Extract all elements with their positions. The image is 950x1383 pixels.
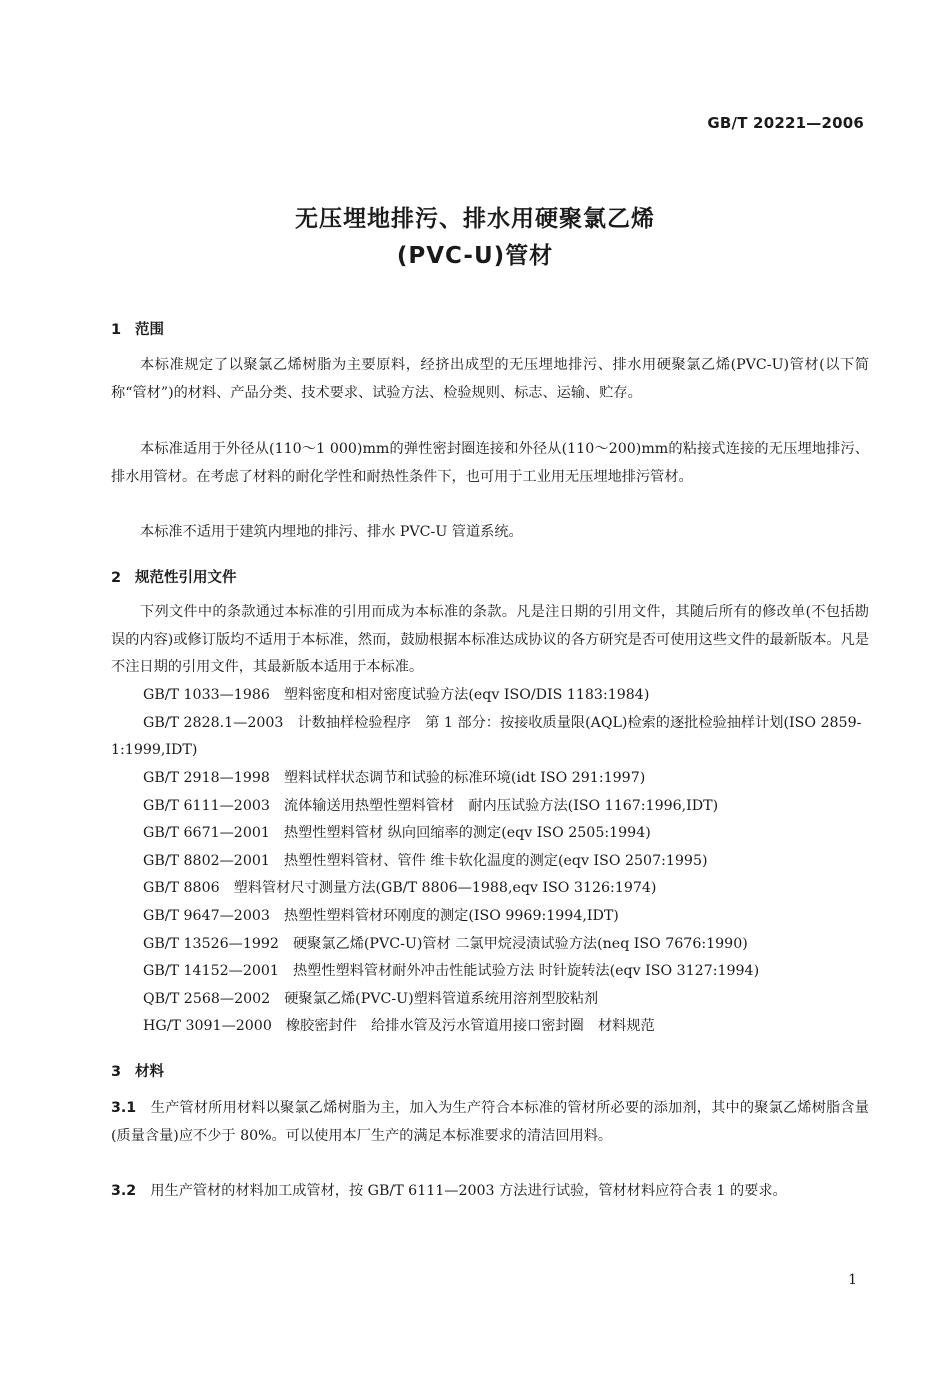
reference-item	[143, 931, 869, 958]
reference-item	[143, 1013, 869, 1040]
reference-item	[143, 765, 869, 792]
reference-code: GB/T 6671—2001	[143, 825, 270, 841]
reference-item	[143, 682, 869, 709]
paragraph: 本标准不适用于建筑内埋地的排污、排水 PVC-U 管道系统。	[140, 524, 523, 540]
reference-code: QB/T 2568—2002	[143, 991, 271, 1007]
section-title: 范围	[135, 322, 164, 338]
reference-title: 塑料管材尺寸测量方法(GB/T 8806—1988,eqv ISO 3126:1974)	[233, 880, 657, 896]
reference-title: 热塑性塑料管材 纵向回缩率的测定(eqv ISO 2505:1994)	[283, 825, 651, 841]
clause-number: 3.2	[111, 1183, 137, 1199]
section-number: 2	[111, 570, 122, 586]
reference-title: 橡胶密封件 给排水管及污水管道用接口密封圈 材料规范	[285, 1018, 655, 1034]
reference-code: GB/T 9647—2003	[143, 908, 270, 924]
reference-title: 计数抽样检验程序 第 1 部分：按接收质量限(AQL)检索的逐批检验抽样计划(ISO 2859-1:1999,IDT)	[111, 715, 862, 758]
section-3-heading	[111, 1060, 164, 1081]
title-line-2: (PVC-U)管材	[396, 243, 554, 269]
paragraph: 本标准适用于外径从(110～1 000)mm的弹性密封圈连接和外径从(110～200)mm的粘接式连接的无压埋地排污、排水用管材。在考虑了材料的耐化学性和耐热性条件下，也可用于工业用无压埋地排污管材。	[111, 441, 869, 485]
section-title: 材料	[135, 1064, 164, 1080]
paragraph: 本标准规定了以聚氯乙烯树脂为主要原料，经挤出成型的无压埋地排污、排水用硬聚氯乙烯(PVC-U)管材(以下简称“管材”)的材料、产品分类、技术要求、试验方法、检验规则、标志、运输、贮存。	[111, 357, 869, 401]
clause-text: 生产管材所用材料以聚氯乙烯树脂为主，加入为生产符合本标准的管材所必要的添加剂，其中的聚氯乙烯树脂含量(质量含量)应不少于 80%。可以使用本厂生产的满足本标准要求的清洁回用料。	[111, 1100, 869, 1144]
section-1-heading	[111, 318, 164, 339]
reference-code: GB/T 14152—2001	[143, 963, 279, 979]
reference-title: 硬聚氯乙烯(PVC-U)塑料管道系统用溶剂型胶粘剂	[284, 991, 599, 1007]
clause-3-1	[111, 1095, 869, 1150]
clause-3-2	[111, 1178, 869, 1206]
reference-code: GB/T 6111—2003	[143, 798, 270, 814]
reference-item	[143, 793, 869, 820]
reference-code: GB/T 2918—1998	[143, 770, 270, 786]
standard-number: GB/T 20221—2006	[707, 114, 864, 132]
reference-code: GB/T 1033—1986	[143, 687, 270, 703]
reference-title: 热塑性塑料管材环刚度的测定(ISO 9969:1994,IDT)	[283, 908, 619, 924]
reference-item	[143, 875, 869, 902]
reference-code: GB/T 8802—2001	[143, 853, 270, 869]
reference-title: 热塑性塑料管材、管件 维卡软化温度的测定(eqv ISO 2507:1995)	[283, 853, 708, 869]
reference-code: GB/T 2828.1—2003	[143, 715, 284, 731]
reference-code: GB/T 13526—1992	[143, 936, 279, 952]
reference-item	[143, 958, 869, 985]
reference-title: 流体输送用热塑性塑料管材 耐内压试验方法(ISO 1167:1996,IDT)	[283, 798, 719, 814]
reference-title: 塑料试样状态调节和试验的标准环境(idt ISO 291:1997)	[283, 770, 646, 786]
reference-item	[143, 848, 869, 875]
reference-title: 热塑性塑料管材耐外冲击性能试验方法 时针旋转法(eqv ISO 3127:1994)	[292, 963, 760, 979]
clause-text: 用生产管材的材料加工成管材，按 GB/T 6111—2003 方法进行试验，管材材料应符合表 1 的要求。	[150, 1183, 787, 1199]
reference-item	[111, 710, 869, 764]
section-number: 1	[111, 322, 122, 338]
reference-title: 硬聚氯乙烯(PVC-U)管材 二氯甲烷浸渍试验方法(neq ISO 7676:1990)	[292, 936, 748, 952]
paragraph: 下列文件中的条款通过本标准的引用而成为本标准的条款。凡是注日期的引用文件，其随后所有的修改单(不包括勘误的内容)或修订版均不适用于本标准，然而，鼓励根据本标准达成协议的各方研究是否可使用这些文件的最新版本。凡是不注日期的引用文件，其最新版本适用于本标准。	[111, 604, 869, 675]
reference-item	[143, 986, 869, 1013]
reference-code: HG/T 3091—2000	[143, 1018, 272, 1034]
page-number: 1	[848, 1272, 857, 1288]
clause-number: 3.1	[111, 1100, 137, 1116]
reference-item	[143, 903, 869, 930]
section-2-heading	[111, 566, 237, 587]
section-title: 规范性引用文件	[135, 570, 237, 586]
reference-item	[143, 820, 869, 847]
title-line-1: 无压埋地排污、排水用硬聚氯乙烯	[295, 206, 655, 232]
reference-title: 塑料密度和相对密度试验方法(eqv ISO/DIS 1183:1984)	[283, 687, 650, 703]
reference-code: GB/T 8806	[143, 880, 220, 896]
section-number: 3	[111, 1064, 122, 1080]
